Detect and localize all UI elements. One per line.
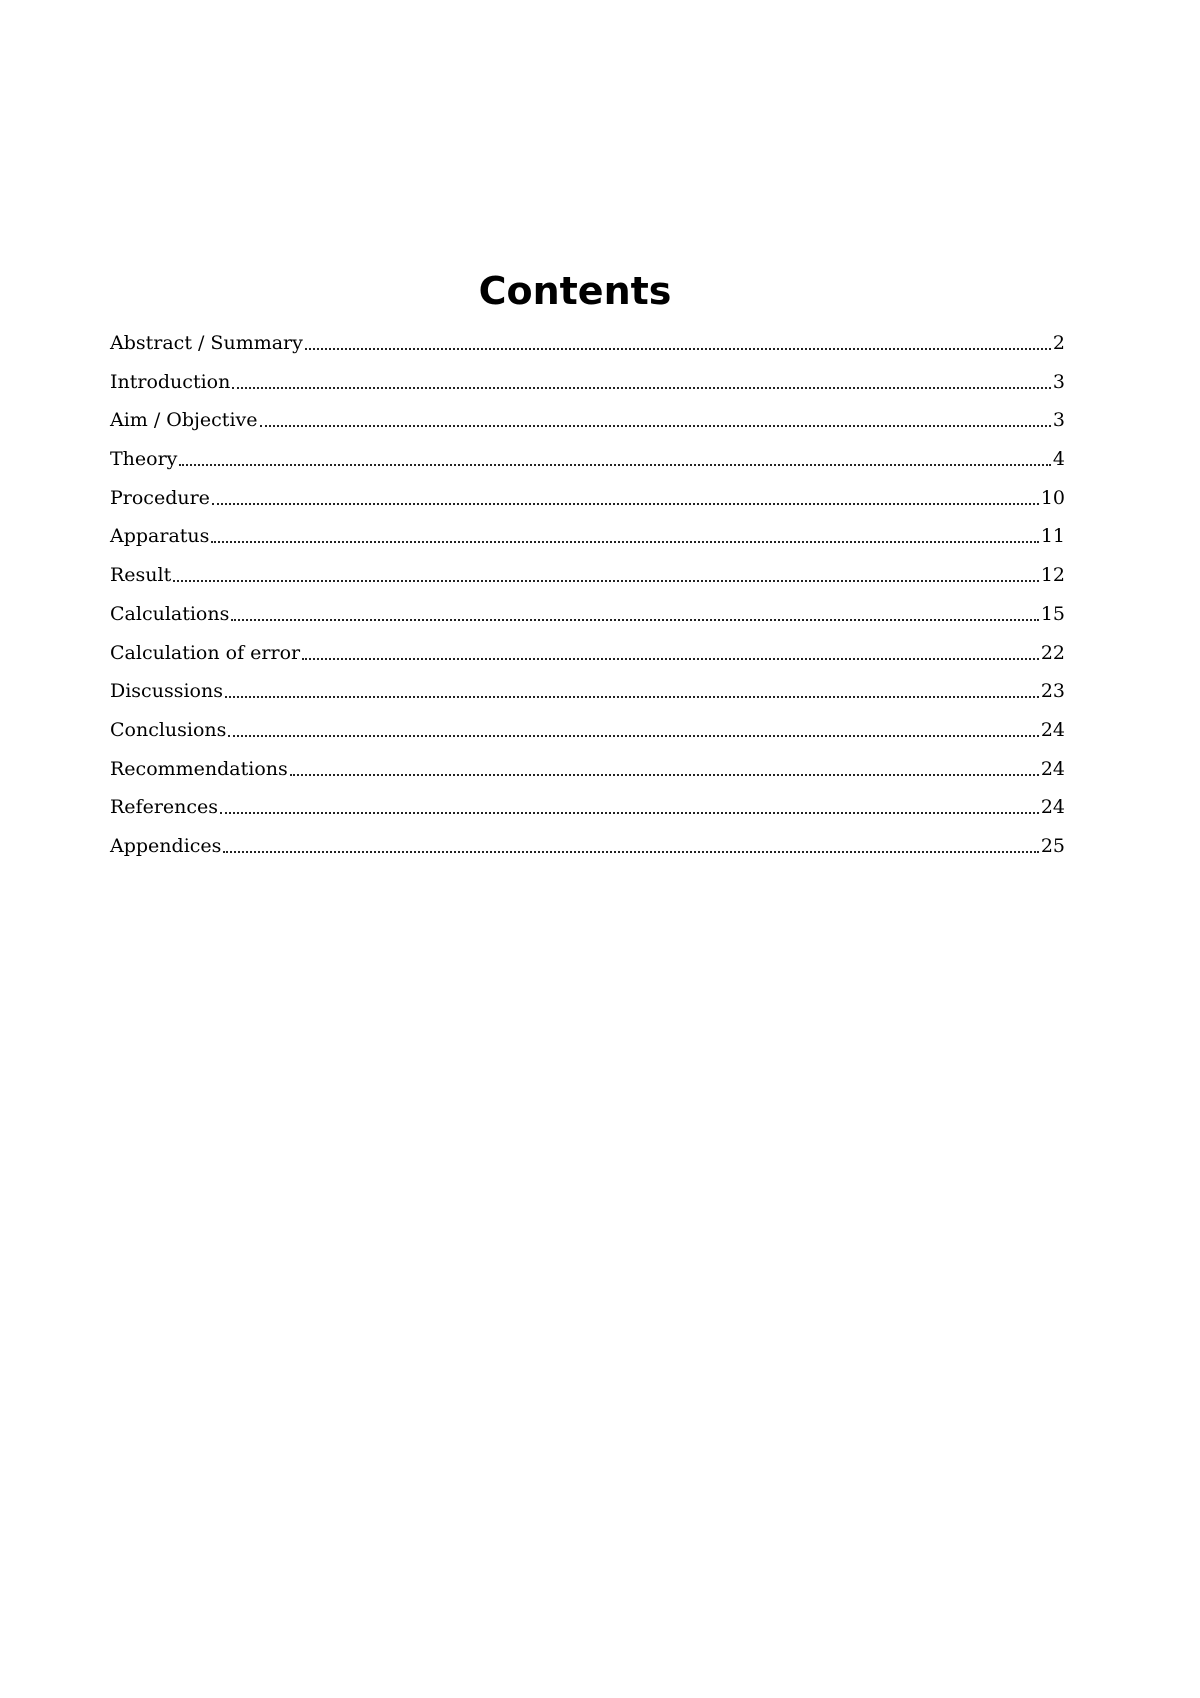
toc-entry-label: Calculation of error: [110, 641, 301, 664]
toc-entry-conclusions[interactable]: [110, 717, 1065, 756]
toc-entry-calculation-of-error[interactable]: [110, 640, 1065, 679]
dot-leader: [223, 678, 1041, 704]
toc-entry-recommendations[interactable]: [110, 756, 1065, 795]
toc-entry-introduction[interactable]: [110, 369, 1065, 408]
toc-entry-page: 24: [1040, 757, 1065, 780]
toc-entry-label: References: [110, 796, 219, 819]
dot-leader: [218, 794, 1041, 820]
toc-entry-page: 3: [1052, 409, 1065, 432]
toc-entry-abstract[interactable]: [110, 330, 1065, 369]
toc-entry-label: Result: [110, 564, 172, 587]
toc-entry-page: 10: [1040, 486, 1065, 509]
toc-entry-page: 11: [1040, 525, 1065, 548]
toc-entry-label: Aim / Objective: [110, 409, 258, 432]
toc-entry-page: 12: [1040, 564, 1065, 587]
toc-entry-page: 22: [1040, 641, 1065, 664]
toc-entry-label: Calculations: [110, 602, 230, 625]
toc-entry-page: 2: [1052, 332, 1065, 354]
dot-leader: [303, 330, 1053, 356]
toc-entry-label: Discussions: [110, 680, 223, 703]
dot-leader: [229, 601, 1040, 627]
table-of-contents: [110, 330, 1065, 872]
toc-entry-page: 15: [1040, 602, 1065, 625]
toc-entry-theory[interactable]: [110, 446, 1065, 485]
dot-leader: [288, 756, 1041, 782]
toc-entry-aim[interactable]: [110, 407, 1065, 446]
dot-leader: [171, 562, 1041, 588]
toc-entry-appendices[interactable]: [110, 833, 1065, 872]
dot-leader: [209, 523, 1040, 549]
toc-entry-label: Appendices: [110, 834, 222, 857]
toc-entry-label: Procedure: [110, 486, 210, 509]
toc-entry-procedure[interactable]: [110, 485, 1065, 524]
toc-entry-discussions[interactable]: [110, 678, 1065, 717]
toc-entry-label: Conclusions: [110, 718, 227, 741]
toc-entry-references[interactable]: [110, 794, 1065, 833]
toc-entry-page: 4: [1052, 448, 1065, 471]
toc-entry-label: Theory: [110, 448, 178, 471]
toc-entry-page: 24: [1040, 796, 1065, 819]
dot-leader: [221, 833, 1040, 859]
toc-entry-label: Introduction: [110, 370, 231, 393]
toc-entry-page: 24: [1040, 718, 1065, 741]
toc-entry-page: 25: [1040, 834, 1065, 857]
toc-entry-result[interactable]: [110, 562, 1065, 601]
page-title: Contents: [478, 269, 672, 313]
toc-entry-label: Abstract / Summary: [110, 332, 303, 354]
dot-leader: [258, 407, 1053, 433]
dot-leader: [210, 485, 1041, 511]
toc-entry-apparatus[interactable]: [110, 523, 1065, 562]
dot-leader: [300, 640, 1041, 666]
toc-entry-label: Recommendations: [110, 757, 288, 780]
dot-leader: [230, 369, 1053, 395]
toc-entry-page: 23: [1040, 680, 1065, 703]
dot-leader: [226, 717, 1040, 743]
dot-leader: [177, 446, 1052, 472]
toc-entry-page: 3: [1052, 370, 1065, 393]
toc-entry-label: Apparatus: [110, 525, 210, 548]
toc-entry-calculations[interactable]: [110, 601, 1065, 640]
